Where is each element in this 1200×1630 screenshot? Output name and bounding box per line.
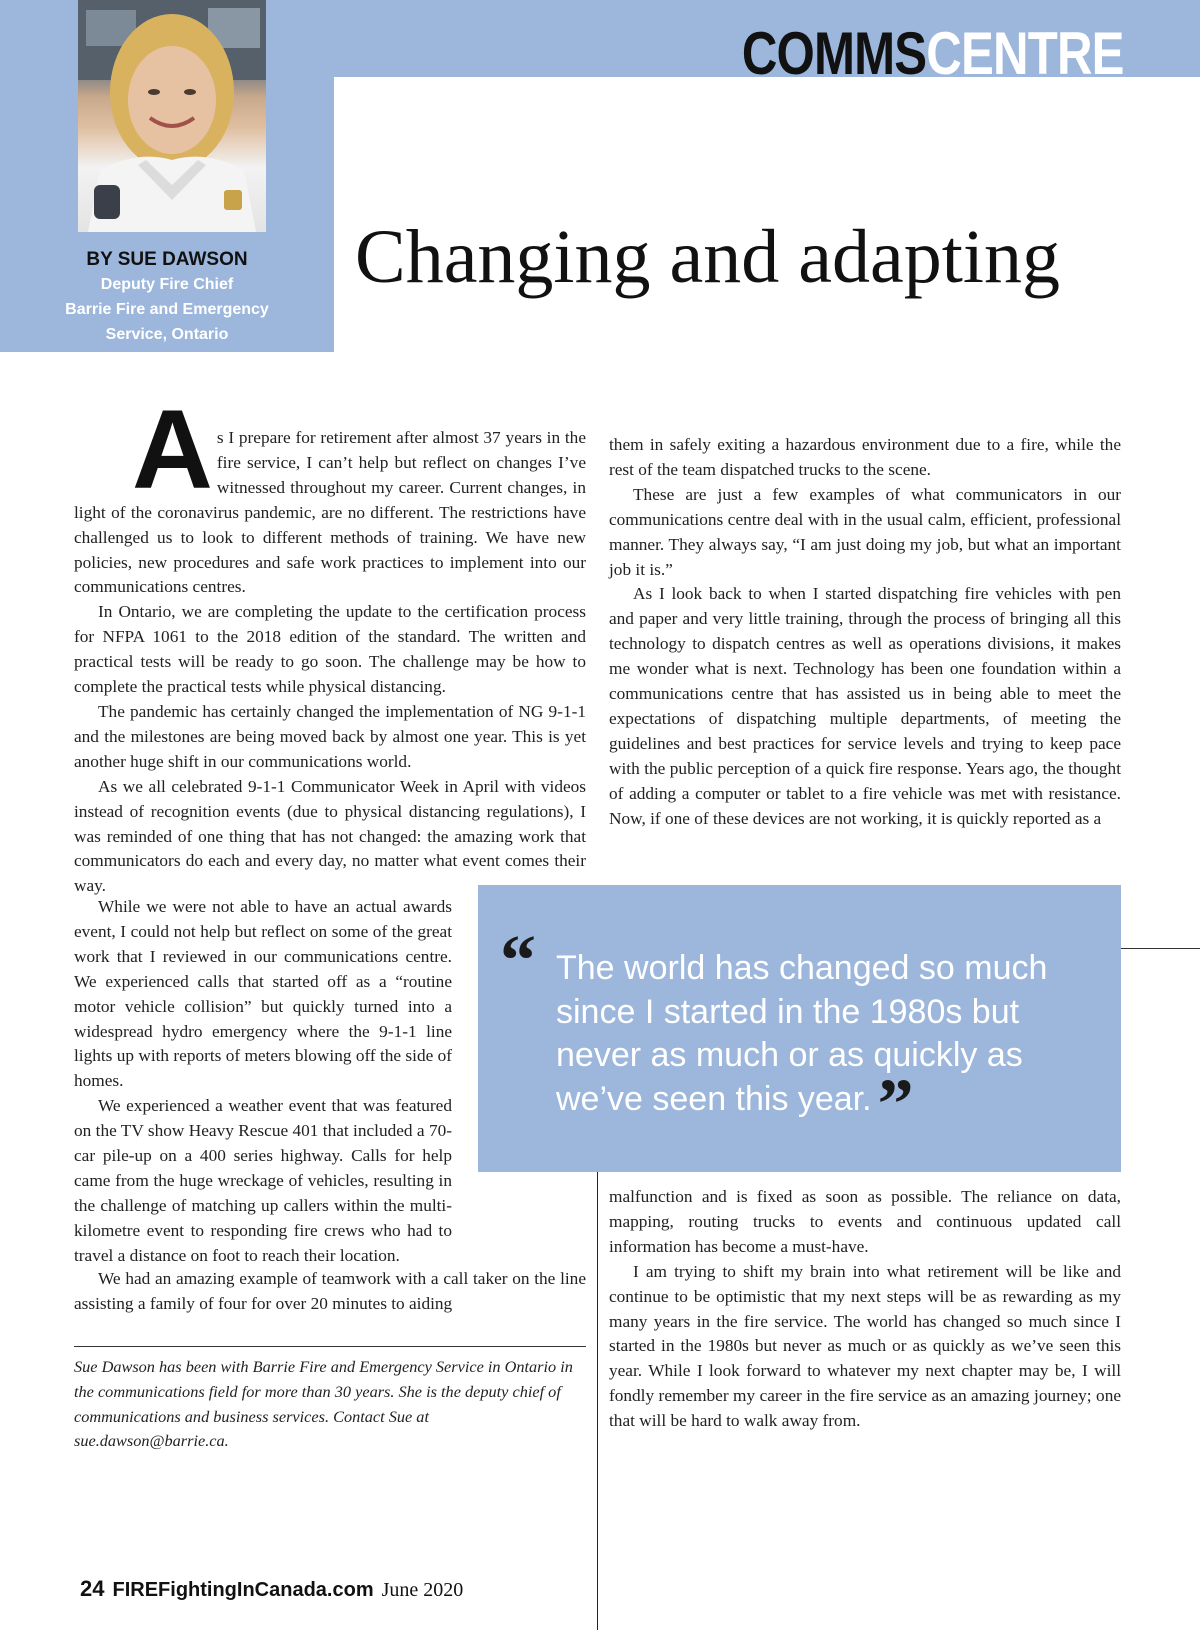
pull-quote — [478, 885, 1121, 1172]
section-title-centre: CENTRE — [926, 20, 1124, 87]
article-column-right-top — [609, 433, 1121, 832]
section-title-comms: COMMS — [742, 20, 927, 87]
pullquote-rule — [1118, 948, 1200, 949]
article-paragraph: We experienced a weather event that was featured on the TV show Heavy Rescue 401 that included a 70-car pile-up on a 400 series highway. Calls for help came from the huge wreckage of vehicles, resulting in the challenge of matching up callers within the multi-kilometre event to responding fire crews who had to travel a distance on foot to reach their location. — [74, 1096, 452, 1265]
article-paragraph: As I prepare for retirement after almost 37 years in the fire service, I can’t help but reflect on changes I’ve witnessed throughout my career. Current changes, in light of the coronavirus pandemic, are no different. The restrictions have challenged us to look to different methods of training. We have new policies, new procedures and safe work practices to implement into our communications centres. — [74, 387, 586, 597]
article-paragraph: These are just a few examples of what communicators in our communications centre deal with in the usual calm, efficient, professional manner. They always say, “I am just doing my job, but what an important job it is.” — [609, 484, 1121, 579]
article-paragraph: We had an amazing example of teamwork with a call taker on the line assisting a family of four for over 20 minutes to aiding — [74, 1269, 586, 1313]
article-paragraph: malfunction and is fixed as soon as possible. The reliance on data, mapping, routing trucks to events and continuous updated call information has become a must-have. — [609, 1187, 1121, 1256]
pull-quote-text: The world has changed so much since I started in the 1980s but never as much or as quickly as we’ve seen this year. — [556, 949, 1048, 1118]
article-paragraph: While we were not able to have an actual awards event, I could not help but reflect on some of the great work that I reviewed in our communications centre. We experienced calls that started off as a “routine motor vehicle collision” but quickly turned into a widespread hydro emergency where the 9-1-1 line lights up with reports of meters blowing off the side of homes. — [74, 897, 452, 1091]
article-paragraph: As we all celebrated 9-1-1 Communicator Week in April with videos instead of recognition events (due to physical distancing regulations), I was reminded of one thing that has not changed: the amazing work that communicators do each and every day, no matter what event comes their way. — [74, 776, 586, 896]
article-column-left-wrap — [74, 895, 452, 1269]
author-name: BY SUE DAWSON — [86, 249, 248, 270]
article-paragraph: In Ontario, we are completing the update to the certification process for NFPA 1061 to the 2018 edition of the standard. The written and practical tests will be ready to go soon. The challenge may be how to complete the practical tests while physical distancing. — [74, 602, 586, 697]
author-sidebar — [0, 0, 334, 352]
section-title — [742, 20, 1124, 87]
article-column-left-bottom — [74, 1267, 586, 1317]
byline — [0, 248, 334, 347]
author-portrait-image — [78, 0, 266, 232]
article-paragraph: As I look back to when I started dispatching fire vehicles with pen and paper and very little training, through the process of bringing all this technology to dispatch centres as well as operations divisions, it makes me wonder what is next. Technology has been one foundation within a communications centre that has assisted us in being able to meet the expectations of dispatching multiple departments, of meeting the guidelines and best practices for service levels and trying to keep pace with the public perception of a quick fire response. Years ago, the thought of adding a computer or tablet to a fire vehicle was met with resistance. Now, if one of these devices are not working, it is quickly reported as a — [609, 584, 1121, 828]
article-column-right-bottom — [609, 1185, 1121, 1434]
author-location: Service, Ontario — [105, 326, 229, 343]
page-number: 24 — [80, 1576, 105, 1601]
close-quote-icon: ” — [877, 1063, 914, 1144]
author-role: Deputy Fire Chief — [100, 276, 234, 293]
page-footer — [80, 1576, 463, 1602]
author-photo — [78, 0, 266, 232]
bio-divider — [74, 1346, 586, 1347]
publication-site: FIREFightingInCanada.com — [112, 1579, 374, 1601]
issue-date: June 2020 — [381, 1579, 464, 1601]
drop-cap: A — [132, 387, 213, 512]
article-headline: Changing and adapting — [355, 215, 1060, 299]
author-bio: Sue Dawson has been with Barrie Fire and Emergency Service in Ontario in the communications field for more than 30 years. She is the deputy chief of communications and business services. Contact Sue at sue.dawson@barrie.ca. — [74, 1357, 573, 1451]
article-paragraph: I am trying to shift my brain into what retirement will be like and continue to be optimistic that my next steps will be as rewarding as my many years in the fire service. The world has changed so much since I started in the 1980s but never as much or as quickly as we’ve seen this year. While I look forward to whatever my next chapter may be, I will fondly remember my career in the fire service as an amazing journey; one that will be hard to walk away from. — [609, 1261, 1121, 1431]
article-paragraph: The pandemic has certainly changed the implementation of NG 9-1-1 and the milestones are being moved back by almost one year. This is yet another huge shift in our communications world. — [74, 701, 586, 771]
open-quote-icon: “ — [500, 920, 536, 1000]
column-divider — [597, 1172, 598, 1630]
author-organization: Barrie Fire and Emergency — [65, 301, 269, 318]
article-paragraph: them in safely exiting a hazardous environment due to a fire, while the rest of the team dispatched trucks to the scene. — [609, 435, 1121, 479]
